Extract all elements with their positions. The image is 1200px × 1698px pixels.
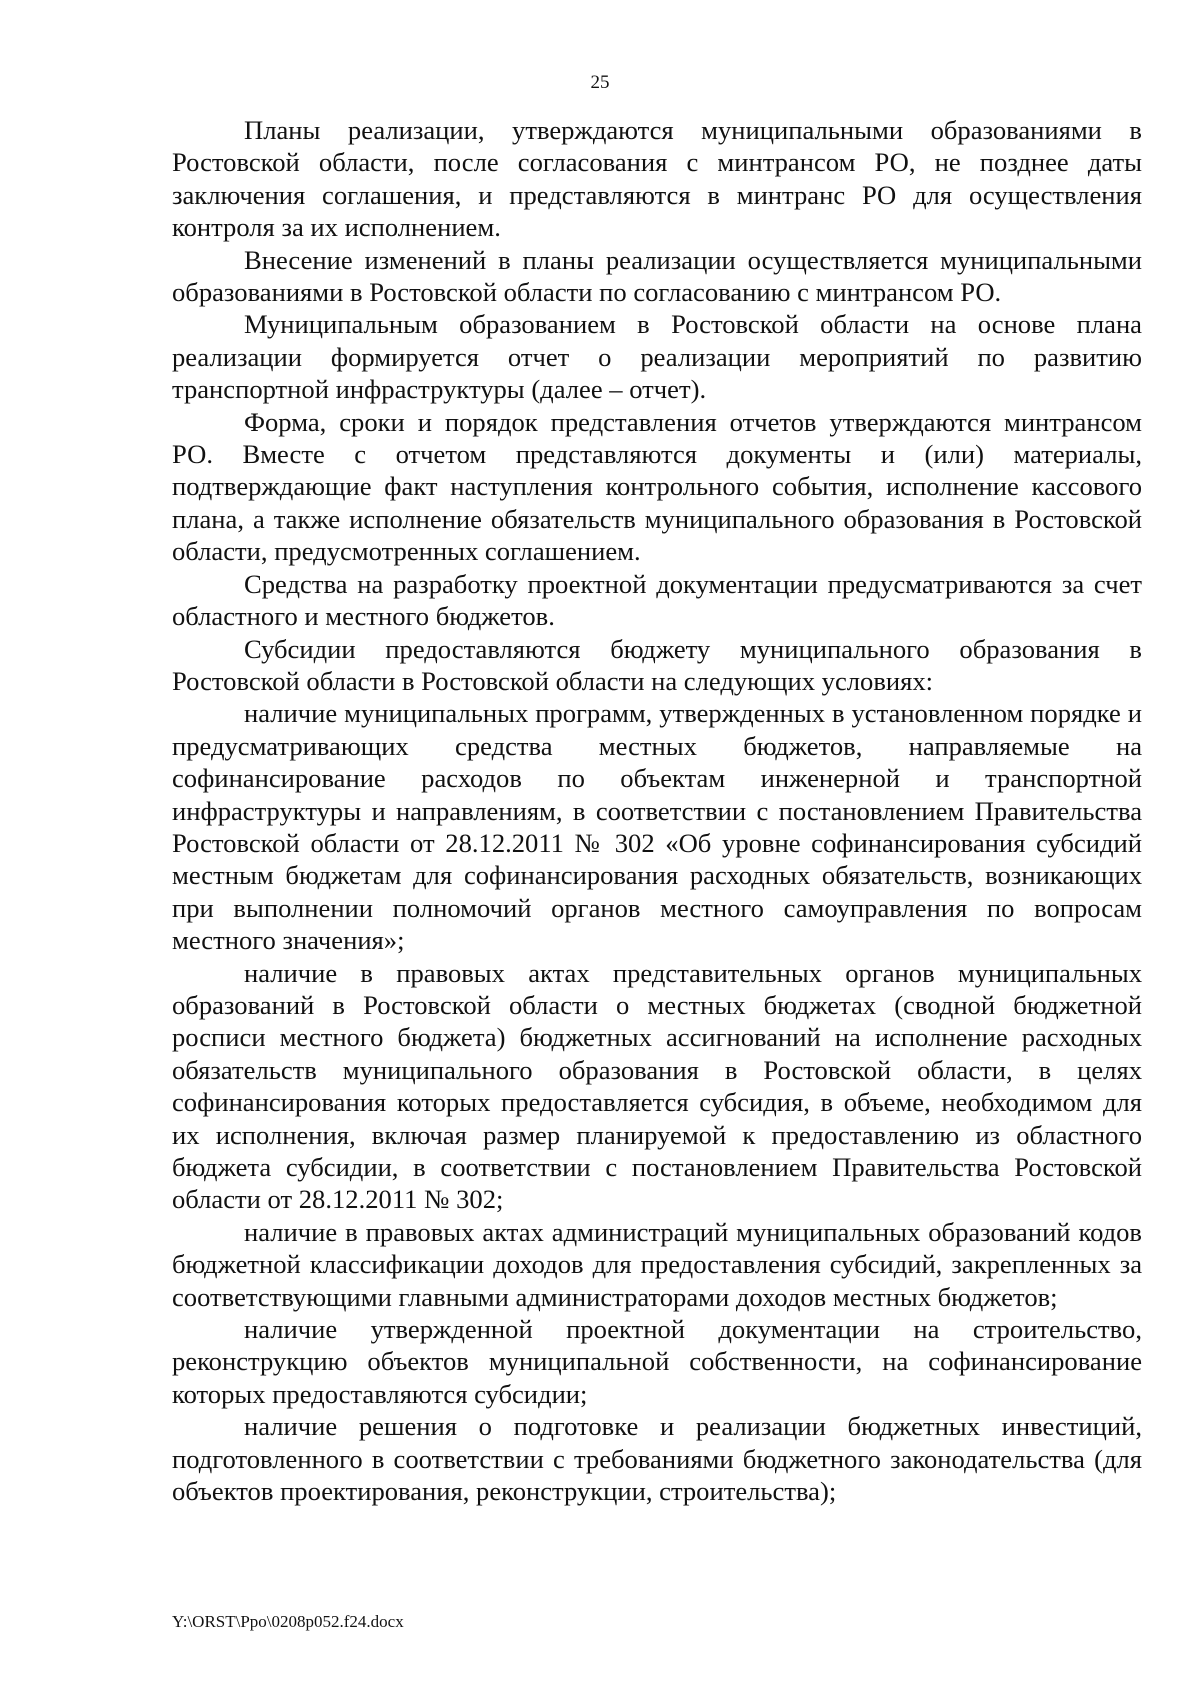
paragraph-7: наличие муниципальных программ, утвержденных в установленном порядке и предусматривающих средства местных бюджетов, направляемые на софинансирование расходов по объектам инженерной и транспортной инфраструктуры и направлениям, в соответствии с постановлением Правительства Ростовской области от 28.12.2011 № 302 «Об уровне софинансирования субсидий местным бюджетам для софинансирования расходных обязательств, возникающих при выполнении полномочий органов местного самоуправления по вопросам местного значения»; bbox=[172, 698, 1142, 956]
paragraph-4: Форма, сроки и порядок представления отчетов утверждаются минтрансом РО. Вместе с отчетом представляются документы и (или) материалы, подтверждающие факт наступления контрольного события, исполнение кассового плана, а также исполнение обязательств муниципального образования в Ростовской области, предусмотренных соглашением. bbox=[172, 406, 1142, 567]
paragraph-8: наличие в правовых актах представительных органов муниципальных образований в Ростовской области о местных бюджетах (сводной бюджетной росписи местного бюджета) бюджетных ассигнований на исполнение расходных обязательств муниципального образования в Ростовской области, в целях софинансирования которых предоставляется субсидия, в объеме, необходимом для их исполнения, включая размер планируемой к предоставлению из областного бюджета субсидии, в соответствии с постановлением Правительства Ростовской области от 28.12.2011 № 302; bbox=[172, 957, 1142, 1215]
paragraph-6: Субсидии предоставляются бюджету муниципального образования в Ростовской области в Ростовской области на следующих условиях: bbox=[172, 633, 1142, 696]
footer-file-path: Y:\ORST\Ppo\0208p052.f24.docx bbox=[172, 1612, 404, 1631]
paragraph-5: Средства на разработку проектной документации предусматриваются за счет областного и местного бюджетов. bbox=[172, 568, 1142, 632]
paragraph-1: Планы реализации, утверждаются муниципальными образованиями в Ростовской области, после согласования с минтрансом РО, не позднее даты заключения соглашения, и представляются в минтранс РО для осуществления контроля за их исполнением. bbox=[172, 115, 1142, 243]
paragraph-10: наличие утвержденной проектной документации на строительство, реконструкцию объектов муниципальной собственности, на софинансирование которых предоставляются субсидии; bbox=[172, 1314, 1142, 1409]
paragraph-11: наличие решения о подготовке и реализации бюджетных инвестиций, подготовленного в соответствии с требованиями бюджетного законодательства (для объектов проектирования, реконструкции, строительства); bbox=[172, 1411, 1142, 1507]
document-body bbox=[172, 114, 1142, 1507]
paragraph-9: наличие в правовых актах администраций муниципальных образований кодов бюджетной классификации доходов для предоставления субсидий, закрепленных за соответствующими главными администраторами доходов местных бюджетов; bbox=[172, 1216, 1142, 1312]
paragraph-3: Муниципальным образованием в Ростовской области на основе плана реализации формируется отчет о реализации мероприятий по развитию транспортной инфраструктуры (далее – отчет). bbox=[172, 309, 1142, 405]
page-number: 25 bbox=[590, 72, 610, 93]
paragraph-2: Внесение изменений в планы реализации осуществляется муниципальными образованиями в Ростовской области по согласованию с минтрансом РО. bbox=[172, 244, 1142, 308]
